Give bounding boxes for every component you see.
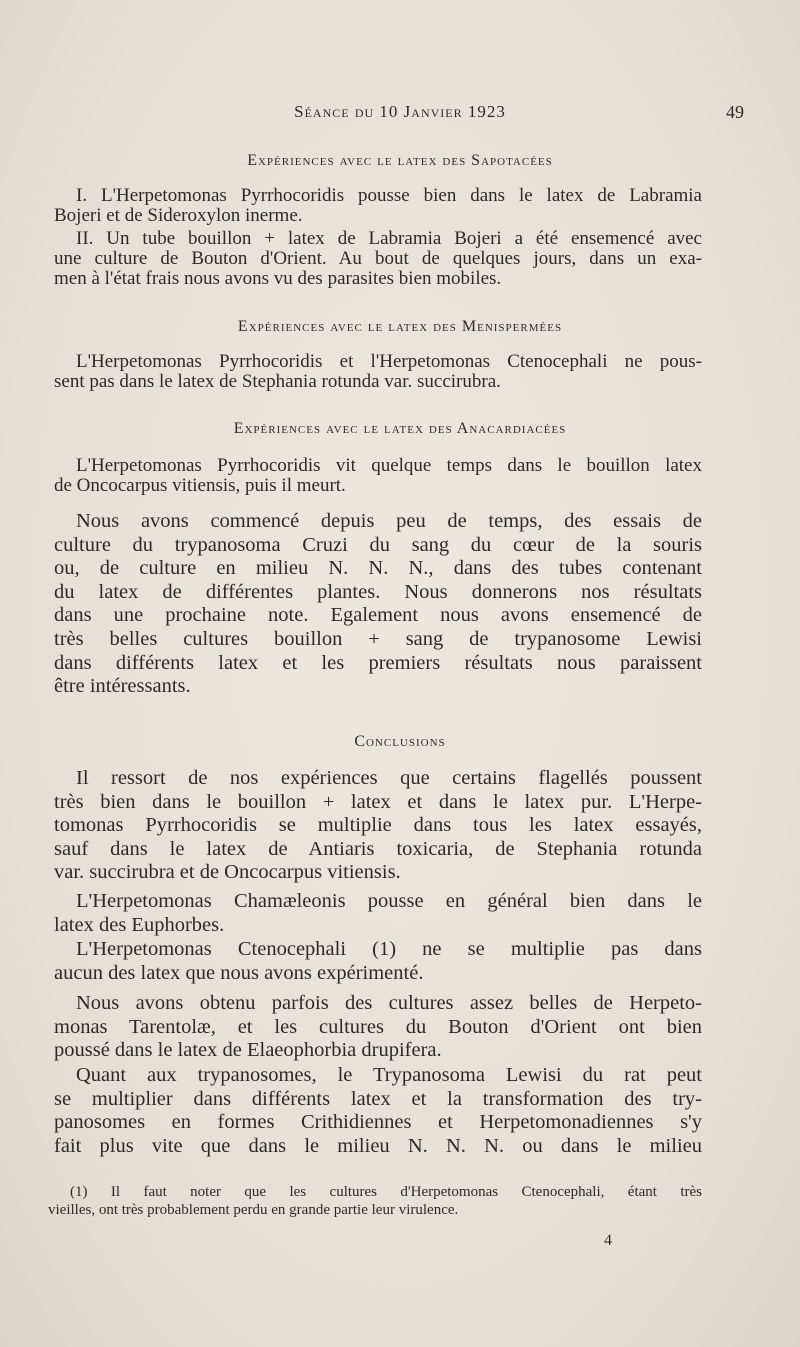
text-line: aucun des latex que nous avons expérimenté. xyxy=(54,961,424,984)
text-line: var. succirubra et de Oncocarpus vitiensis. xyxy=(54,861,401,884)
text-line: très belles cultures bouillon + sang de trypanosome Lewisi xyxy=(54,627,702,650)
text-line: du latex de différentes plantes. Nous donnerons nos résultats xyxy=(54,580,702,603)
paragraph-anacardiacees xyxy=(54,456,702,496)
text-line: men à l'état frais nous avons vu des parasites bien mobiles. xyxy=(54,268,502,289)
text-line: L'Herpetomonas Chamæleonis pousse en général bien dans le xyxy=(76,890,702,912)
page-number: 49 xyxy=(726,102,744,122)
paragraph-conclusions-1 xyxy=(54,767,702,885)
footnote-line: (1) Il faut noter que les cultures d'Herpetomonas Ctenocephali, étant très xyxy=(70,1184,702,1200)
text-line: dans différents latex et les premiers résultats nous paraissent xyxy=(54,651,702,674)
paragraph-menispermees xyxy=(54,352,702,392)
text-line: ou, de culture en milieu N. N. N., dans des tubes contenant xyxy=(54,557,702,580)
section-heading-conclusions: Conclusions xyxy=(354,733,446,750)
text-line: L'Herpetomonas Pyrrhocoridis vit quelque temps dans le bouillon latex xyxy=(76,455,702,476)
text-line: latex des Euphorbes. xyxy=(54,913,225,936)
text-line: Il ressort de nos expériences que certains flagellés poussent xyxy=(76,767,702,789)
text-line: poussé dans le latex de Elaeophorbia drupifera. xyxy=(54,1039,442,1062)
paragraph-conclusions-2 xyxy=(54,890,702,937)
text-line: très bien dans le bouillon + latex et dans le latex pur. L'Herpe- xyxy=(54,790,702,813)
text-line: I. L'Herpetomonas Pyrrhocoridis pousse bien dans le latex de Labramia xyxy=(76,185,702,206)
text-line: une culture de Bouton d'Orient. Au bout de quelques jours, dans un exa- xyxy=(54,248,702,269)
text-line: monas Tarentolæ, et les cultures du Bouton d'Orient ont bien xyxy=(54,1015,702,1038)
text-line: panosomes en formes Crithidiennes et Herpetomonadiennes s'y xyxy=(54,1111,702,1134)
paragraph-conclusions-4 xyxy=(54,992,702,1063)
running-title: Séance du 10 Janvier 1923 xyxy=(294,102,506,121)
text-line: se multiplier dans différents latex et la transformation des try- xyxy=(54,1087,702,1110)
text-line: tomonas Pyrrhocoridis se multiplie dans tous les latex essayés, xyxy=(54,814,702,837)
text-line: culture du trypanosoma Cruzi du sang du cœur de la souris xyxy=(54,533,702,556)
paragraph-conclusions-5 xyxy=(54,1064,702,1158)
section-heading-menispermees: Expériences avec le latex des Menispermées xyxy=(237,318,563,335)
text-line: II. Un tube bouillon + latex de Labramia Bojeri a été ensemencé avec xyxy=(76,228,702,249)
footnote xyxy=(48,1183,702,1219)
text-line: sauf dans le latex de Antiaris toxicaria, de Stephania rotunda xyxy=(54,837,702,860)
text-line: Bojeri et de Sideroxylon inerme. xyxy=(54,205,303,226)
text-line: Nous avons commencé depuis peu de temps, des essais de xyxy=(76,510,702,532)
paragraph-trypanosoma-cultures xyxy=(54,510,702,699)
paragraph-conclusions-3 xyxy=(54,938,702,985)
text-line: L'Herpetomonas Pyrrhocoridis et l'Herpetomonas Ctenocephali ne pous- xyxy=(76,351,702,372)
text-line: fait plus vite que dans le milieu N. N. N. ou dans le milieu xyxy=(54,1134,702,1157)
footnote-line: vieilles, ont très probablement perdu en grande partie leur virulence. xyxy=(48,1202,459,1218)
text-line: être intéressants. xyxy=(54,675,191,698)
text-line: Nous avons obtenu parfois des cultures assez belles de Herpeto- xyxy=(76,992,702,1014)
text-line: sent pas dans le latex de Stephania rotunda var. succirubra. xyxy=(54,371,501,392)
section-heading-anacardiacees: Expériences avec le latex des Anacardiacées xyxy=(233,420,567,437)
section-heading-sapotacees: Expériences avec le latex des Sapotacées xyxy=(247,152,553,169)
text-line: de Oncocarpus vitiensis, puis il meurt. xyxy=(54,475,346,496)
text-line: dans une prochaine note. Egalement nous avons ensemencé de xyxy=(54,604,702,627)
text-line: L'Herpetomonas Ctenocephali (1) ne se multiplie pas dans xyxy=(76,938,702,960)
signature-mark: 4 xyxy=(604,1232,612,1249)
text-line: Quant aux trypanosomes, le Trypanosoma Lewisi du rat peut xyxy=(76,1064,702,1086)
paragraph-sapotacees-2 xyxy=(54,229,702,289)
paragraph-sapotacees-1 xyxy=(54,186,702,226)
running-head xyxy=(56,102,744,132)
